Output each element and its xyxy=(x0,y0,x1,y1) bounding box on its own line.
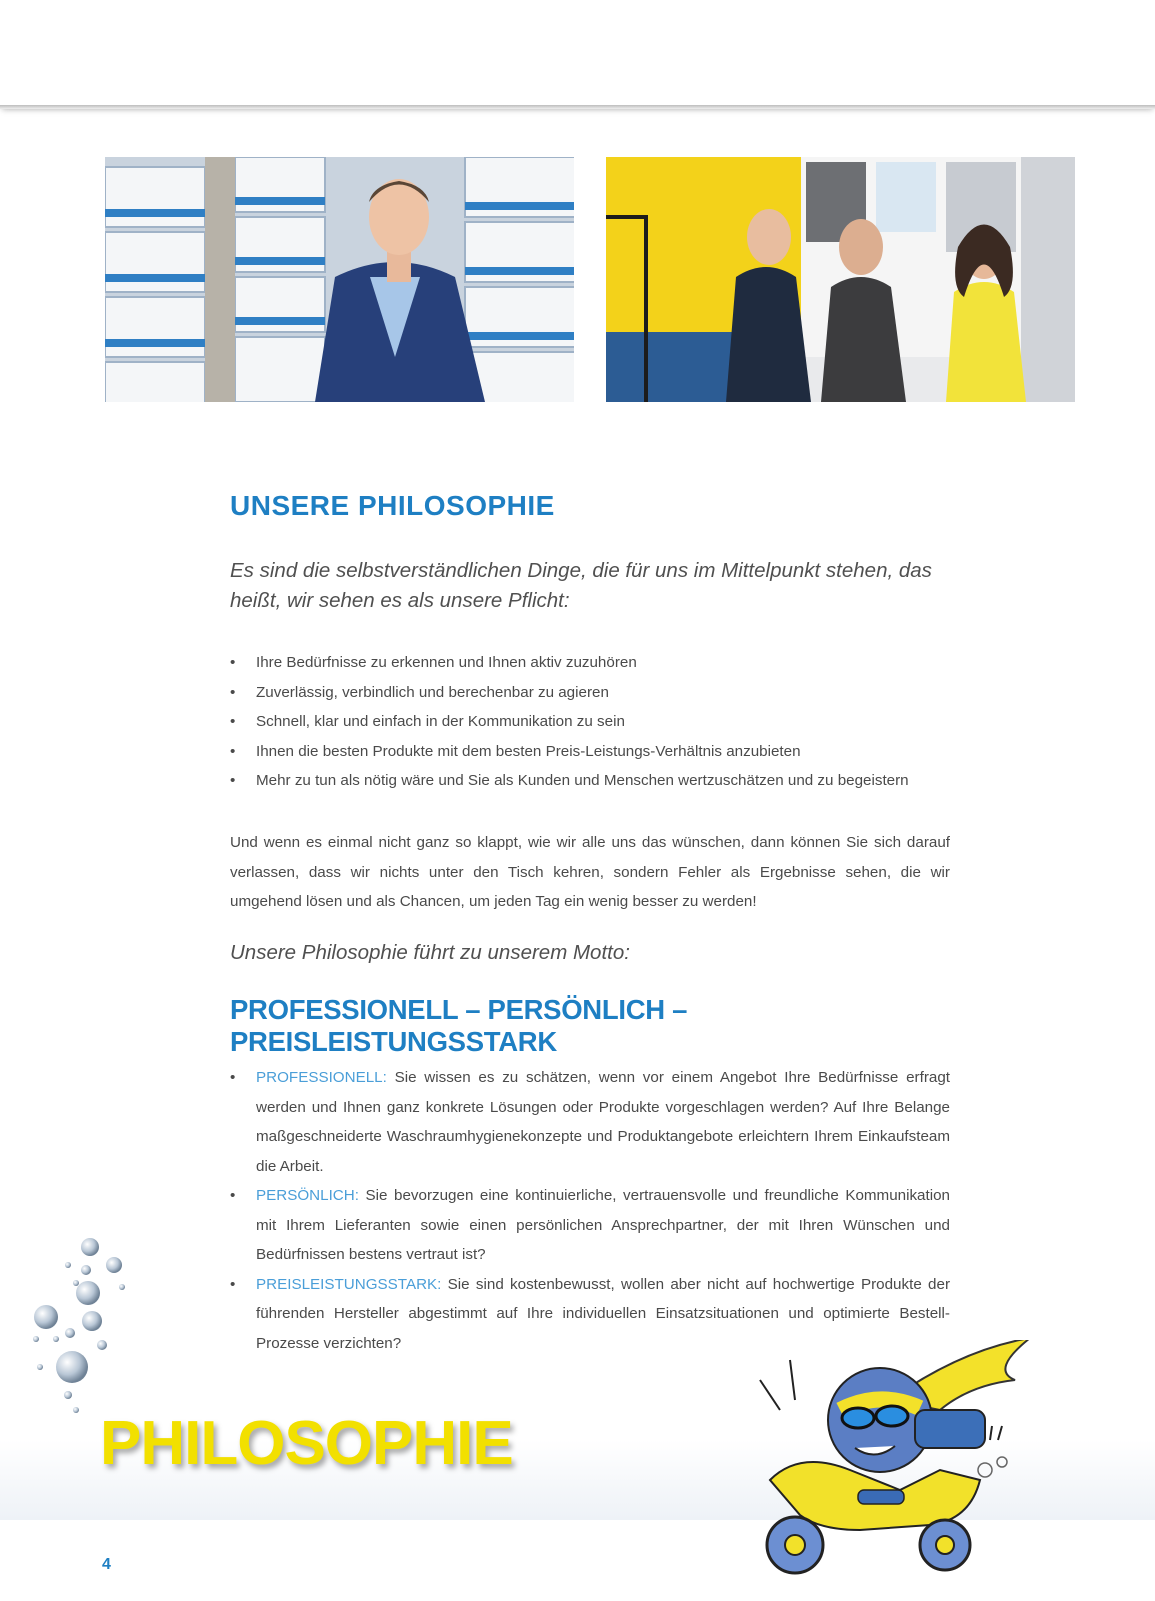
list-item: • Mehr zu tun als nötig wäre und Sie als Kunden und Menschen wertzuschätzen und zu begeistern xyxy=(230,766,950,796)
pillar-keyword: PROFESSIONELL: xyxy=(256,1069,387,1086)
pillars-list xyxy=(230,1063,950,1358)
list-item: • Ihre Bedürfnisse zu erkennen und Ihnen aktiv zuzuhören xyxy=(230,648,950,678)
pillar-text: Sie bevorzugen eine kontinuierliche, vertrauensvolle und freundliche Kommunikation mit Ihrem Lieferanten sowie einen persönlichen Ansprechpartner, der mit Ihren Wünschen und Bedürfnissen bestens vertraut ist? xyxy=(256,1187,950,1263)
scooter-mascot-icon xyxy=(740,1340,1040,1590)
section-title: UNSERE PHILOSOPHIE xyxy=(230,490,555,521)
list-item: • Zuverlässig, verbindlich und berechenbar zu agieren xyxy=(230,678,950,708)
photo-man-warehouse xyxy=(105,157,574,402)
section-watermark: PHILOSOPHIE xyxy=(100,1409,513,1478)
motto-heading: PROFESSIONELL – PERSÖNLICH – PREISLEISTUNGSSTARK xyxy=(230,994,688,1057)
pillar-text: Sie sind kostenbewusst, wollen aber nicht auf hochwertige Produkte der führenden Hersteller abgestimmt auf Ihre individuellen Einsatzsituationen und optimierte Bestell-Prozesse verzichten? xyxy=(256,1275,950,1352)
photo-team-truck xyxy=(606,157,1075,402)
pillar-text: Sie wissen es zu schätzen, wenn vor einem Angebot Ihre Bedürfnisse erfragt werden und Ihnen ganz konkrete Lösungen oder Produkte vorgeschlagen werden? Auf Ihre Belange maßgeschneiderte Waschraumhygienekonzepte und Produktangebote erleichtern Ihrem Einkaufsteam die Arbeit. xyxy=(256,1069,950,1175)
pillar-keyword: PREISLEISTUNGSSTARK: xyxy=(256,1275,442,1293)
page-number: 4 xyxy=(102,1556,111,1573)
intro-text: Es sind die selbstverständlichen Dinge, die für uns im Mittelpunkt stehen, das heißt, wir sehen es als unsere Pflicht: xyxy=(230,559,932,612)
header-bar xyxy=(0,0,1155,105)
closing-paragraph: Und wenn es einmal nicht ganz so klappt, wie wir alle uns das wünschen, dann können Sie sich darauf verlassen, dass wir nichts unter den Tisch kehren, sondern Fehler als Ergebnisse sehen, die wir umgehend lösen und als Chancen, um jeden Tag ein wenig besser zu werden! xyxy=(230,834,950,910)
duties-list xyxy=(230,648,950,796)
list-item: • Schnell, klar und einfach in der Kommunikation zu sein xyxy=(230,707,950,737)
pillar-keyword: PERSÖNLICH: xyxy=(256,1187,359,1204)
list-item: • Ihnen die besten Produkte mit dem besten Preis-Leistungs-Verhältnis anzubieten xyxy=(230,737,950,767)
list-item xyxy=(230,1181,950,1270)
list-item xyxy=(230,1063,950,1181)
motto-intro: Unsere Philosophie führt zu unserem Motto: xyxy=(230,941,630,964)
